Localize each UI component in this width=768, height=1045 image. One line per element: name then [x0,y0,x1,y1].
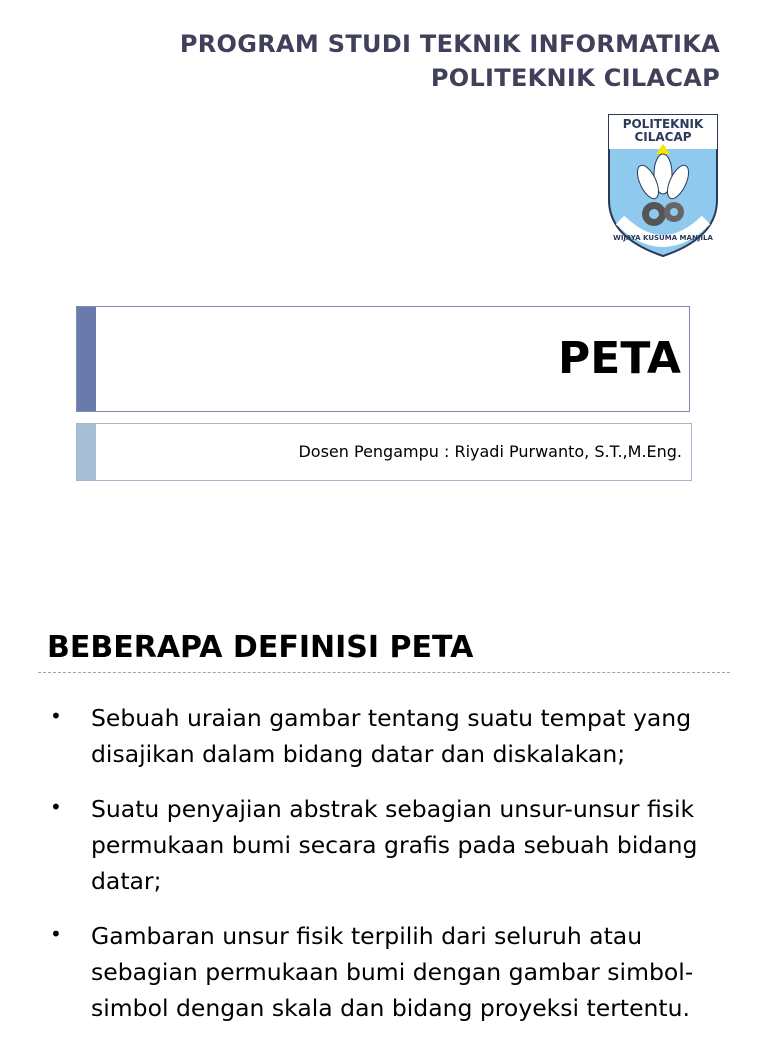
list-item [50,700,750,772]
logo-motto: WIJAYA KUSUMA MANJILA [613,234,713,242]
title-accent-bar [77,307,96,411]
heading-divider [38,672,730,673]
logo-title-line1: POLITEKNIK [622,117,704,131]
list-item-line: datar; [91,867,162,895]
lecturer-name: Dosen Pengampu : Riyadi Purwanto, S.T.,M.Eng. [298,442,682,461]
logo-title-line2: CILACAP [634,130,692,144]
subtitle-accent-bar [77,424,96,480]
list-item-line: Suatu penyajian abstrak sebagian unsur-unsur fisik [91,795,695,823]
section-heading: BEBERAPA DEFINISI PETA [47,630,474,665]
bullet-icon: • [50,922,62,946]
header-program-name: PROGRAM STUDI TEKNIK INFORMATIKA [179,30,720,58]
list-item-line: disajikan dalam bidang datar dan diskalakan; [91,740,626,768]
list-item [50,791,750,899]
definition-list [50,700,750,1045]
slide-title: PETA [558,333,681,384]
politeknik-cilacap-logo [606,112,720,258]
list-item-line: permukaan bumi secara grafis pada sebuah bidang [91,831,698,859]
list-item-line: simbol dengan skala dan bidang proyeksi tertentu. [91,994,691,1022]
list-item-line: Gambaran unsur fisik terpilih dari seluruh atau [91,922,643,950]
title-box [76,306,690,412]
bullet-icon: • [50,795,62,819]
list-item-line: sebagian permukaan bumi dengan gambar simbol- [91,958,694,986]
header-institution-name: POLITEKNIK CILACAP [430,64,720,92]
list-item [50,918,750,1026]
list-item-line: Sebuah uraian gambar tentang suatu tempat yang [91,704,692,732]
subtitle-box [76,423,692,481]
bullet-icon: • [50,704,62,728]
